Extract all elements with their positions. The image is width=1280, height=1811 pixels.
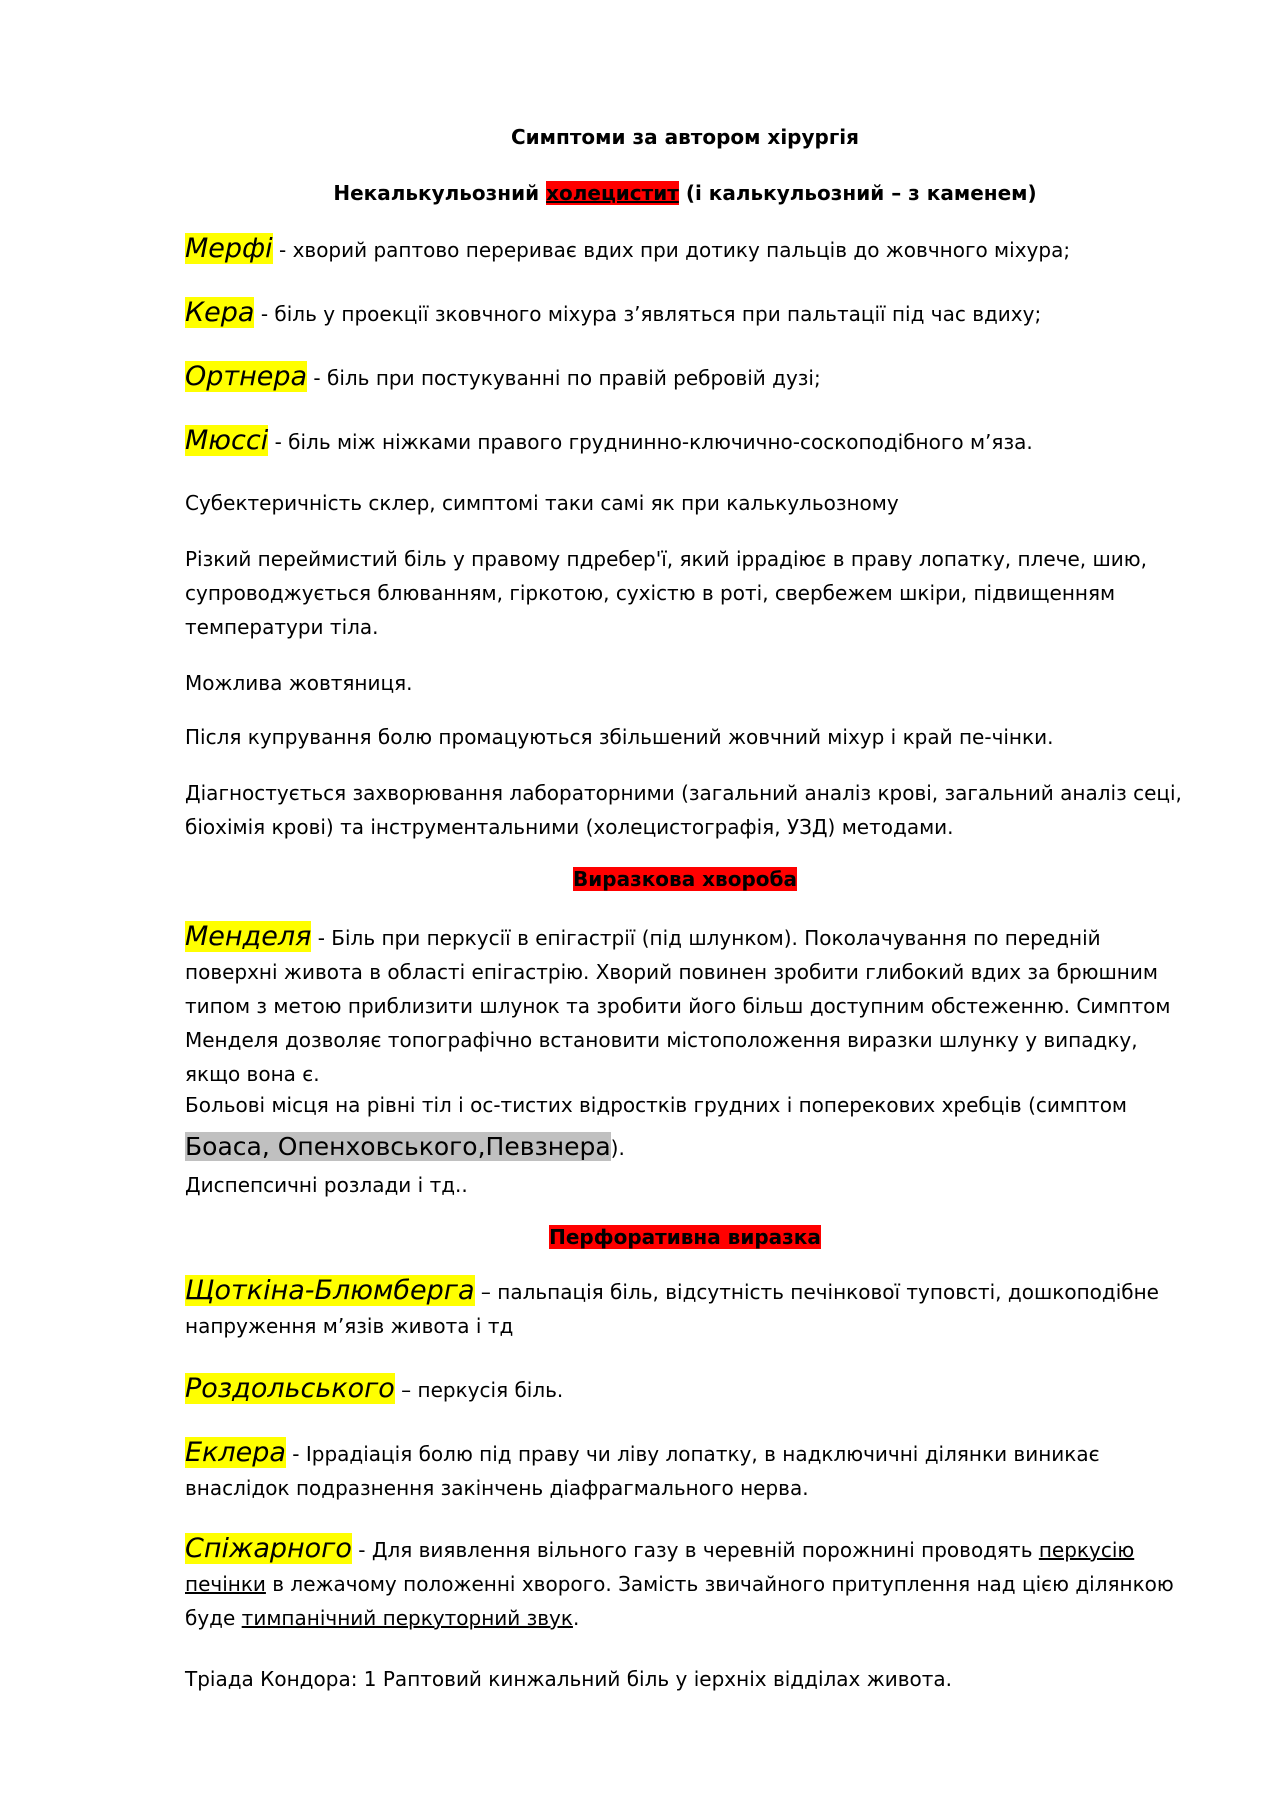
symptom-murphy <box>185 232 1185 267</box>
symptom-text-cont: в лежачому положенні хворого. Замість звичайного притуплення над цією ділянкою буде <box>185 1572 1174 1630</box>
symptom-name: Мюссі <box>185 425 269 456</box>
pain-pre: Больові місця на рівні тіл і ос-тистих відростків грудних і поперекових хребців (симптом <box>185 1093 1128 1117</box>
paragraph-dyspepsia: Диспепсичні розлади і тд.. <box>185 1173 468 1197</box>
paragraph-subicterus: Субектеричність склер, симптомі таки самі як при калькульозному <box>185 491 899 515</box>
section-perforation-heading <box>185 1220 1185 1254</box>
paragraph-kondor-triad: Тріада Кондора: 1 Раптовий кинжальний біль у іерхніх відділах живота. <box>185 1667 953 1691</box>
tympanic-sound-link[interactable]: тимпанічний перкуторний звук <box>241 1606 573 1630</box>
pain-post: ). <box>610 1136 625 1160</box>
symptom-mussy <box>185 424 1185 459</box>
symptom-text: - Іррадіація болю під праву чи ліву лопатку, в надключичні ділянки виникає внаслідок подразнення закінчень діафрагмального нерва. <box>185 1442 1100 1500</box>
symptom-name: Спіжарного <box>185 1533 352 1564</box>
symptom-ker <box>185 296 1185 331</box>
paragraph-pain: Різкий переймистий біль у правому пдребер'ї, який іррадіює в праву лопатку, плече, шию, супроводжується блюванням, гіркотою, сухістю в роті, свербежем шкіри, підвищенням температури тіла. <box>185 547 1148 639</box>
liver-percussion-link[interactable]: перкусію печінки <box>185 1538 1135 1596</box>
symptom-name: Роздольського <box>185 1373 395 1404</box>
symptom-ortner <box>185 360 1185 395</box>
perforation-heading-highlight: Перфоративна виразка <box>549 1225 821 1249</box>
paragraph-pain-points <box>185 1084 1185 1169</box>
section-ulcer-heading <box>185 862 1185 896</box>
symptom-text: - біль при постукуванні по правій ребровій дузі; <box>307 366 821 390</box>
subtitle-post: (і калькульозний – з каменем) <box>678 181 1037 205</box>
symptom-rozdolsky <box>185 1372 1185 1407</box>
ulcer-heading-highlight: Виразкова хвороба <box>573 867 797 891</box>
symptom-text: – пальпація біль, відсутність печінкової туповсті, дошкоподібне напруження м’язів живота і тд <box>185 1280 1159 1338</box>
pain-highlight: Боаса, Опенховського,Певзнера <box>185 1132 611 1161</box>
symptom-name: Ортнера <box>185 361 308 392</box>
symptom-text-end: . <box>572 1606 580 1630</box>
paragraph-after-relief: Після купрування болю промацуються збільшений жовчний міхур і край пе-чінки. <box>185 725 1054 749</box>
symptom-name: Еклера <box>185 1437 286 1468</box>
symptom-text: - біль у проекції зковчного міхура з’являться при пальтації під час вдиху; <box>254 302 1042 326</box>
subtitle-pre: Некалькульозний <box>333 181 547 205</box>
symptom-shchetkin <box>185 1274 1185 1343</box>
symptom-name: Щоткіна-Блюмберга <box>185 1275 475 1306</box>
symptom-text: - Для виявлення вільного газу в черевній порожнині проводять <box>351 1538 1039 1562</box>
symptom-spizharny <box>185 1532 1185 1635</box>
symptom-text: - хворий раптово перериває вдих при дотику пальців до жовчного міхура; <box>272 238 1071 262</box>
symptom-name: Менделя <box>185 921 312 952</box>
document-title: Симптоми за автором хірургія <box>510 125 860 149</box>
symptom-ekler <box>185 1436 1185 1505</box>
symptom-text: – перкусія біль. <box>394 1378 564 1402</box>
symptom-mendel <box>185 920 1185 1091</box>
symptom-text: - Біль при перкусії в епігастрії (під шлунком). Поколачування по передній поверхні живота в області епігастрію. Хворий повинен зробити глибокий вдих за брюшним типом з метою приблизити шлунок та зробити його більш доступним обстеженню. Симптом Менделя дозволяє топографічно встановити містоположення виразки шлунку у випадку, якщо вона є. <box>185 926 1171 1086</box>
paragraph-jaundice: Можлива жовтяниця. <box>185 671 413 695</box>
symptom-name: Кера <box>185 297 255 328</box>
cholecystitis-highlight: холецистит <box>546 181 679 205</box>
section-cholecystitis-heading <box>185 176 1185 210</box>
paragraph-diagnostics: Діагностується захворювання лабораторними (загальний аналіз крові, загальний аналіз сеці, біохімія крові) та інструментальними (холецистографія, УЗД) методами. <box>185 781 1182 839</box>
symptom-text: - біль між ніжками правого груднинно-ключично-соскоподібного м’яза. <box>268 430 1033 454</box>
symptom-name: Мерфі <box>185 233 273 264</box>
